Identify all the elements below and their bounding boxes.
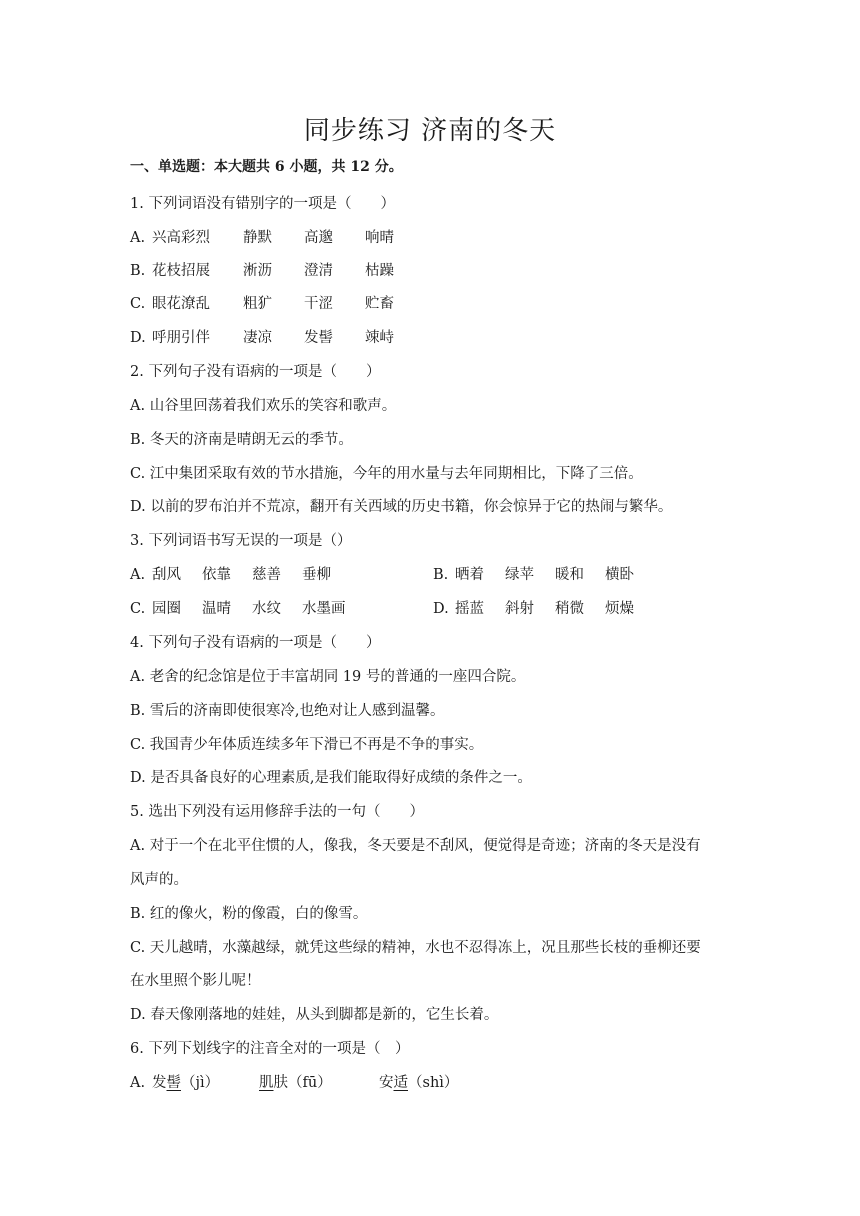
question-4-option-b: B. 雪后的济南即使很寒冷,也绝对让人感到温馨。 (130, 703, 445, 719)
question-1-option-c: C. 眼花潦乱 粗犷 干涩 贮畜 (130, 296, 394, 312)
question-2-option-c: C. 江中集团采取有效的节水措施，今年的用水量与去年同期相比，下降了三倍。 (130, 466, 643, 482)
question-5-option-b: B. 红的像火，粉的像霞，白的像雪。 (130, 906, 368, 922)
question-2-option-b: B. 冬天的济南是晴朗无云的季节。 (130, 432, 353, 448)
pinyin-item: 发髻（jì） (152, 1075, 220, 1091)
question-4-option-a: A. 老舍的纪念馆是位于丰富胡同 19 号的普通的一座四合院。 (130, 669, 526, 685)
pinyin-item: 肌肤（fū） (259, 1075, 332, 1091)
question-3-option-c: C. 园圈 温晴 水纹 水墨画 (130, 601, 346, 617)
page-title: 同步练习 济南的冬天 (303, 116, 557, 146)
question-5-option-c-cont: 在水里照个影儿呢！ (130, 973, 261, 989)
question-3-option-row-2 (130, 597, 634, 618)
question-1-option-d: D. 呼朋引伴 凄凉 发髻 竦峙 (130, 330, 394, 346)
question-5-option-a-cont: 风声的。 (130, 872, 188, 888)
question-6-stem: 6. 下列下划线字的注音全对的一项是（ ） (130, 1041, 410, 1057)
pinyin-item: 安适（shì） (379, 1075, 459, 1091)
question-3-option-d: D. 摇蓝 斜射 稍微 烦燥 (433, 601, 634, 617)
question-2-option-a: A. 山谷里回荡着我们欢乐的笑容和歌声。 (130, 398, 397, 414)
question-5-option-a: A. 对于一个在北平住惯的人，像我，冬天要是不刮风，便觉得是奇迹；济南的冬天是没有 (130, 838, 701, 854)
question-3-option-row-1 (130, 563, 634, 584)
question-1-option-a: A. 兴高彩烈 静默 高邈 响晴 (130, 230, 394, 246)
question-6-option-a: A. 发髻（jì） 肌肤（fū） 安适（shì） (130, 1071, 458, 1092)
question-4-option-c: C. 我国青少年体质连续多年下滑已不再是不争的事实。 (130, 737, 484, 753)
question-5-option-c: C. 天儿越晴，水藻越绿，就凭这些绿的精神，水也不忍得冻上，况且那些长枝的垂柳还要 (130, 940, 701, 956)
question-5-stem: 5. 选出下列没有运用修辞手法的一句（ ） (130, 804, 424, 820)
section-heading: 一、单选题：本大题共 6 小题，共 12 分。 (130, 159, 403, 175)
question-2-stem: 2. 下列句子没有语病的一项是（ ） (130, 364, 381, 380)
question-4-stem: 4. 下列句子没有语病的一项是（ ） (130, 635, 381, 651)
question-3-stem: 3. 下列词语书写无误的一项是（） (130, 533, 352, 549)
question-2-option-d: D. 以前的罗布泊并不荒凉，翻开有关西域的历史书籍，你会惊异于它的热闹与繁华。 (130, 499, 673, 515)
question-5-option-d: D. 春天像刚落地的娃娃，从头到脚都是新的，它生长着。 (130, 1007, 499, 1023)
question-3-option-b: B. 晒着 绿苹 暖和 横卧 (433, 567, 634, 583)
question-1-stem: 1. 下列词语没有错别字的一项是（ ） (130, 196, 395, 212)
question-4-option-d: D. 是否具备良好的心理素质,是我们能取得好成绩的条件之一。 (130, 770, 532, 786)
question-3-option-a: A. 刮风 依靠 慈善 垂柳 (130, 567, 331, 583)
question-1-option-b: B. 花枝招展 淅沥 澄清 枯躁 (130, 263, 394, 279)
